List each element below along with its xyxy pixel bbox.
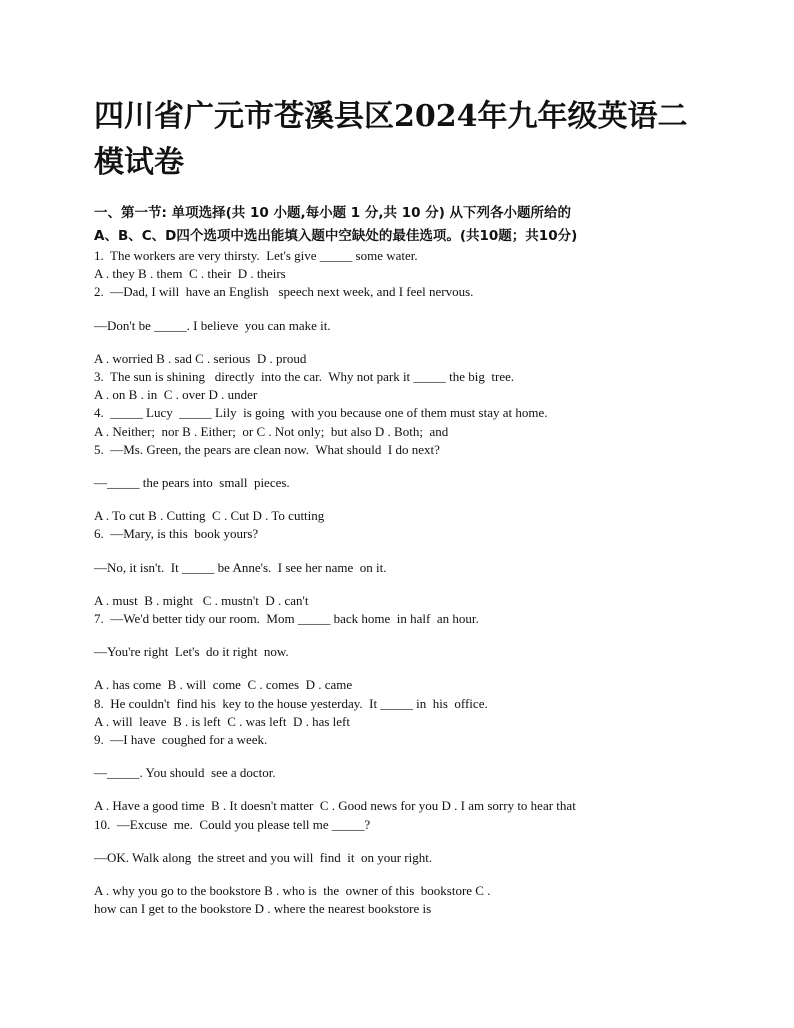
content-line: —No, it isn't. It _____ be Anne's. I see her name on it. bbox=[94, 559, 387, 575]
content-line: A . has come B . will come C . comes D . came bbox=[94, 677, 353, 693]
content-line: A . worried B . sad C . serious D . proud bbox=[94, 350, 307, 366]
content-line: A . will leave B . is left C . was left D . has left bbox=[94, 713, 350, 729]
section-heading-line: A、B、C、D四个选项中选出能填入题中空缺处的最佳选项。(共10题；共10分) bbox=[94, 228, 578, 244]
line-gap bbox=[94, 834, 734, 849]
line-gap bbox=[94, 782, 734, 797]
title-line: 四川省广元市苍溪县区2024年九年级英语二 bbox=[94, 99, 688, 134]
content-line: A . they B . them C . their D . theirs bbox=[94, 266, 286, 282]
section-heading-line: 一、第一节: 单项选择(共 10 小题,每小题 1 分,共 10 分) 从下列各小题所给的 bbox=[94, 205, 572, 221]
content-line: —Don't be _____. I believe you can make it. bbox=[94, 317, 331, 333]
line-gap bbox=[94, 492, 734, 507]
content-line: A . Have a good time B . It doesn't matter C . Good news for you D . I am sorry to hear that bbox=[94, 798, 576, 814]
content-line: —OK. Walk along the street and you will find it on your right. bbox=[94, 849, 433, 865]
content-line: —You're right Let's do it right now. bbox=[94, 644, 289, 660]
content-line: 9. —I have coughed for a week. bbox=[94, 732, 268, 748]
content-line: 5. —Ms. Green, the pears are clean now. What should I do next? bbox=[94, 441, 440, 457]
line-gap bbox=[94, 544, 734, 559]
content-line: 1. The workers are very thirsty. Let's give _____ some water. bbox=[94, 248, 418, 263]
content-line: 7. —We'd better tidy our room. Mom _____ back home in half an hour. bbox=[94, 611, 479, 627]
line-gap bbox=[94, 335, 734, 350]
content-line: A . Neither; nor B . Either; or C . Not only; but also D . Both; and bbox=[94, 423, 449, 439]
content-line: how can I get to the bookstore D . where the nearest bookstore is bbox=[94, 901, 432, 917]
content-line: A . To cut B . Cutting C . Cut D . To cutting bbox=[94, 508, 325, 524]
line-gap bbox=[94, 302, 734, 317]
content-line: A . on B . in C . over D . under bbox=[94, 387, 258, 403]
content-line: A . why you go to the bookstore B . who is the owner of this bookstore C . bbox=[94, 883, 491, 899]
line-gap bbox=[94, 577, 734, 592]
line-gap bbox=[94, 459, 734, 474]
content-line: —_____. You should see a doctor. bbox=[94, 765, 276, 781]
line-gap bbox=[94, 867, 734, 882]
content-line: —_____ the pears into small pieces. bbox=[94, 475, 290, 491]
content-line: A . must B . might C . mustn't D . can't bbox=[94, 592, 309, 608]
line-gap bbox=[94, 628, 734, 643]
content-line: 4. _____ Lucy _____ Lily is going with you because one of them must stay at home. bbox=[94, 405, 548, 421]
document-title bbox=[94, 94, 734, 186]
content-line: 2. —Dad, I will have an English speech next week, and I feel nervous. bbox=[94, 284, 474, 300]
question-list bbox=[94, 247, 734, 918]
content-line: 10. —Excuse me. Could you please tell me _____? bbox=[94, 816, 371, 832]
content-line: 8. He couldn't find his key to the house yesterday. It _____ in his office. bbox=[94, 695, 488, 711]
section-heading bbox=[94, 202, 734, 248]
content-line: 3. The sun is shining directly into the car. Why not park it _____ the big tree. bbox=[94, 369, 515, 385]
line-gap bbox=[94, 661, 734, 676]
content-line: 6. —Mary, is this book yours? bbox=[94, 526, 259, 542]
title-line: 模试卷 bbox=[94, 145, 184, 180]
line-gap bbox=[94, 749, 734, 764]
